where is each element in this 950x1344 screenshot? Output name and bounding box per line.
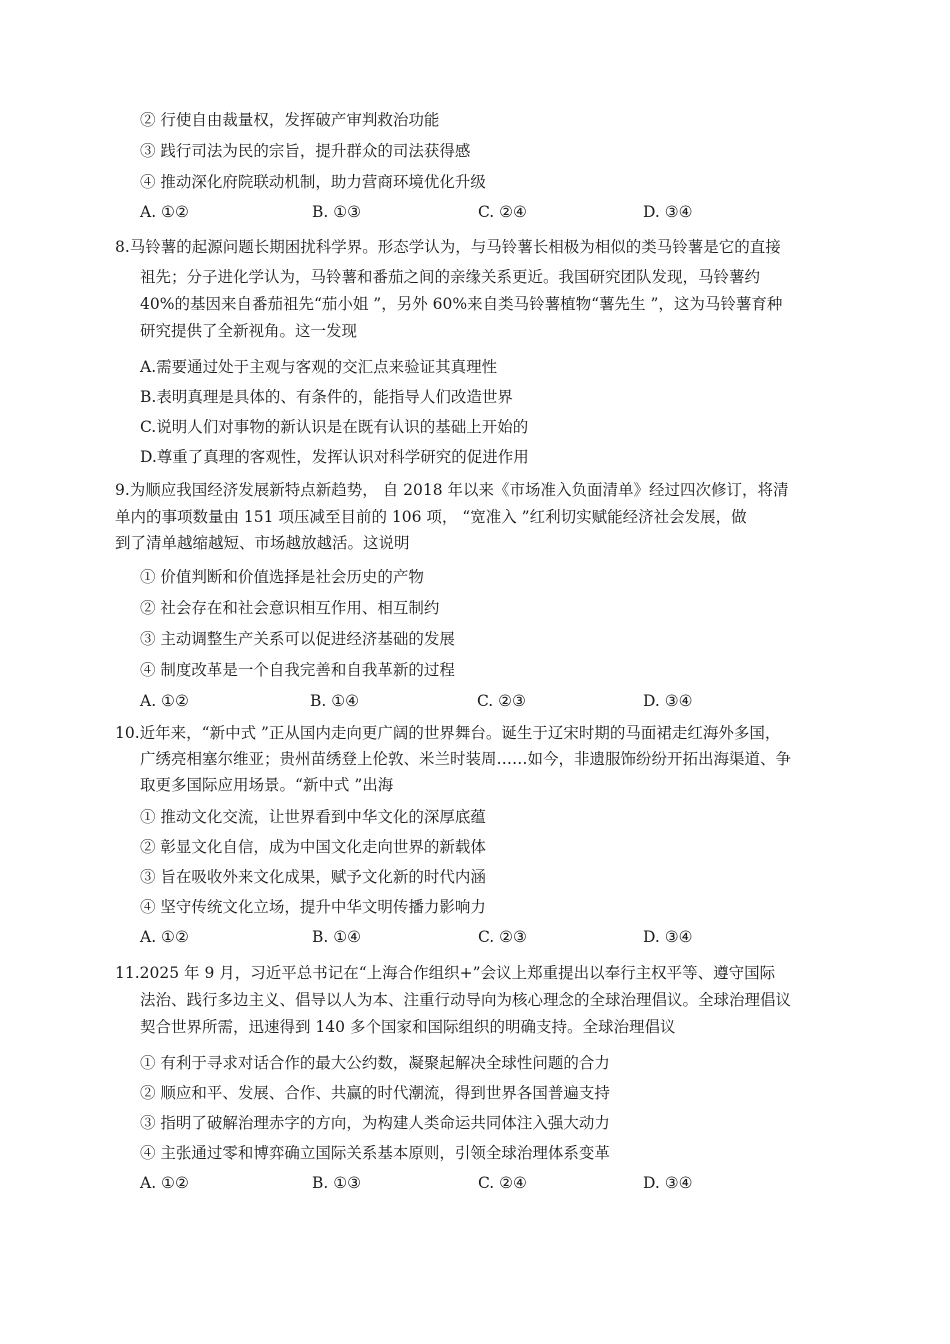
q10-stem-line-1: 10.近年来，“新中式 ”正从国内走向更广阔的世界舞台。诞生于辽宋时期的马面裙走红海外多国， — [115, 724, 781, 742]
q10-choice-d: D. ③④ — [643, 928, 693, 946]
q7-choices — [140, 201, 840, 223]
q9-choice-c: C. ②③ — [477, 692, 526, 710]
q9-choice-d: D. ③④ — [643, 692, 693, 710]
q11-choices — [140, 1172, 840, 1194]
q8-option-d: D.尊重了真理的客观性，发挥认识对科学研究的促进作用 — [140, 448, 529, 466]
q10-option-1: ① 推动文化交流，让世界看到中华文化的深厚底蕴 — [140, 808, 486, 826]
q9-option-1: ① 价值判断和价值选择是社会历史的产物 — [140, 568, 424, 586]
q9-stem-line-1: 9.为顺应我国经济发展新特点新趋势， 自 2018 年以来《市场准入负面清单》经过四次修订，将清 — [115, 481, 789, 499]
q8-option-a: A.需要通过处于主观与客观的交汇点来验证其真理性 — [140, 358, 498, 376]
q9-choices — [140, 690, 840, 712]
q8-stem-line-2: 祖先；分子进化学认为，马铃薯和番茄之间的亲缘关系更近。我国研究团队发现，马铃薯约 — [140, 268, 761, 286]
q7-choice-d: D. ③④ — [643, 203, 693, 221]
q8-option-b: B.表明真理是具体的、有条件的，能指导人们改造世界 — [140, 388, 513, 406]
q10-option-2: ② 彰显文化自信，成为中国文化走向世界的新载体 — [140, 838, 486, 856]
q11-option-1: ① 有利于寻求对话合作的最大公约数，凝聚起解决全球性问题的合力 — [140, 1054, 610, 1072]
q10-choices — [140, 926, 840, 948]
q10-choice-c: C. ②③ — [478, 928, 527, 946]
q7-choice-a: A. ①② — [140, 203, 189, 221]
q7-choice-b: B. ①③ — [312, 203, 362, 221]
q9-choice-b: B. ①④ — [310, 692, 360, 710]
q8-stem-line-4: 研究提供了全新视角。这一发现 — [140, 322, 358, 340]
q7-option-2: ② 行使自由裁量权，发挥破产审判救治功能 — [140, 111, 440, 129]
q11-option-4: ④ 主张通过零和博弈确立国际关系基本原则，引领全球治理体系变革 — [140, 1144, 610, 1162]
q10-choice-b: B. ①④ — [312, 928, 362, 946]
q9-option-2: ② 社会存在和社会意识相互作用、相互制约 — [140, 599, 440, 617]
q9-choice-a: A. ①② — [140, 692, 189, 710]
q11-stem-line-3: 契合世界所需，迅速得到 140 多个国家和国际组织的明确支持。全球治理倡议 — [140, 1018, 676, 1036]
q11-choice-a: A. ①② — [140, 1174, 189, 1192]
q8-stem-line-1: 8.马铃薯的起源问题长期困扰科学界。形态学认为，与马铃薯长相极为相似的类马铃薯是它的直接 — [115, 238, 781, 256]
q9-option-4: ④ 制度改革是一个自我完善和自我革新的过程 — [140, 661, 455, 679]
q11-option-3: ③ 指明了破解治理赤字的方向，为构建人类命运共同体注入强大动力 — [140, 1114, 610, 1132]
q10-stem-line-2: 广绣亮相塞尔维亚；贵州苗绣登上伦敦、米兰时装周……如今，非遗服饰纷纷开拓出海渠道、争 — [140, 750, 792, 768]
q11-stem-line-1: 11.2025 年 9 月，习近平总书记在“上海合作组织+”会议上郑重提出以奉行主权平等、遵守国际 — [115, 964, 776, 982]
q7-option-3: ③ 践行司法为民的宗旨，提升群众的司法获得感 — [140, 142, 471, 160]
q10-option-4: ④ 坚守传统文化立场，提升中华文明传播力影响力 — [140, 898, 486, 916]
q7-choice-c: C. ②④ — [478, 203, 527, 221]
q8-stem-line-3: 40%的基因来自番茄祖先“茄小姐 ”，另外 60%来自类马铃薯植物“薯先生 ”，这为马铃薯育种 — [140, 295, 783, 313]
q11-stem-line-2: 法治、践行多边主义、倡导以人为本、注重行动导向为核心理念的全球治理倡议。全球治理倡议 — [140, 991, 792, 1009]
q8-option-c: C.说明人们对事物的新认识是在既有认识的基础上开始的 — [140, 418, 529, 436]
q10-stem-line-3: 取更多国际应用场景。“新中式 ”出海 — [140, 776, 394, 794]
q7-option-4: ④ 推动深化府院联动机制，助力营商环境优化升级 — [140, 173, 486, 191]
q10-option-3: ③ 旨在吸收外来文化成果，赋予文化新的时代内涵 — [140, 868, 486, 886]
q9-stem-line-2: 单内的事项数量由 151 项压减至目前的 106 项， “宽准入 ”红利切实赋能经济社会发展，做 — [115, 508, 747, 526]
q11-choice-d: D. ③④ — [643, 1174, 693, 1192]
q9-option-3: ③ 主动调整生产关系可以促进经济基础的发展 — [140, 630, 455, 648]
q11-option-2: ② 顺应和平、发展、合作、共赢的时代潮流，得到世界各国普遍支持 — [140, 1084, 610, 1102]
q11-choice-c: C. ②④ — [478, 1174, 527, 1192]
q9-stem-line-3: 到了清单越缩越短、市场越放越活。这说明 — [115, 534, 410, 552]
q11-choice-b: B. ①③ — [312, 1174, 362, 1192]
q10-choice-a: A. ①② — [140, 928, 189, 946]
